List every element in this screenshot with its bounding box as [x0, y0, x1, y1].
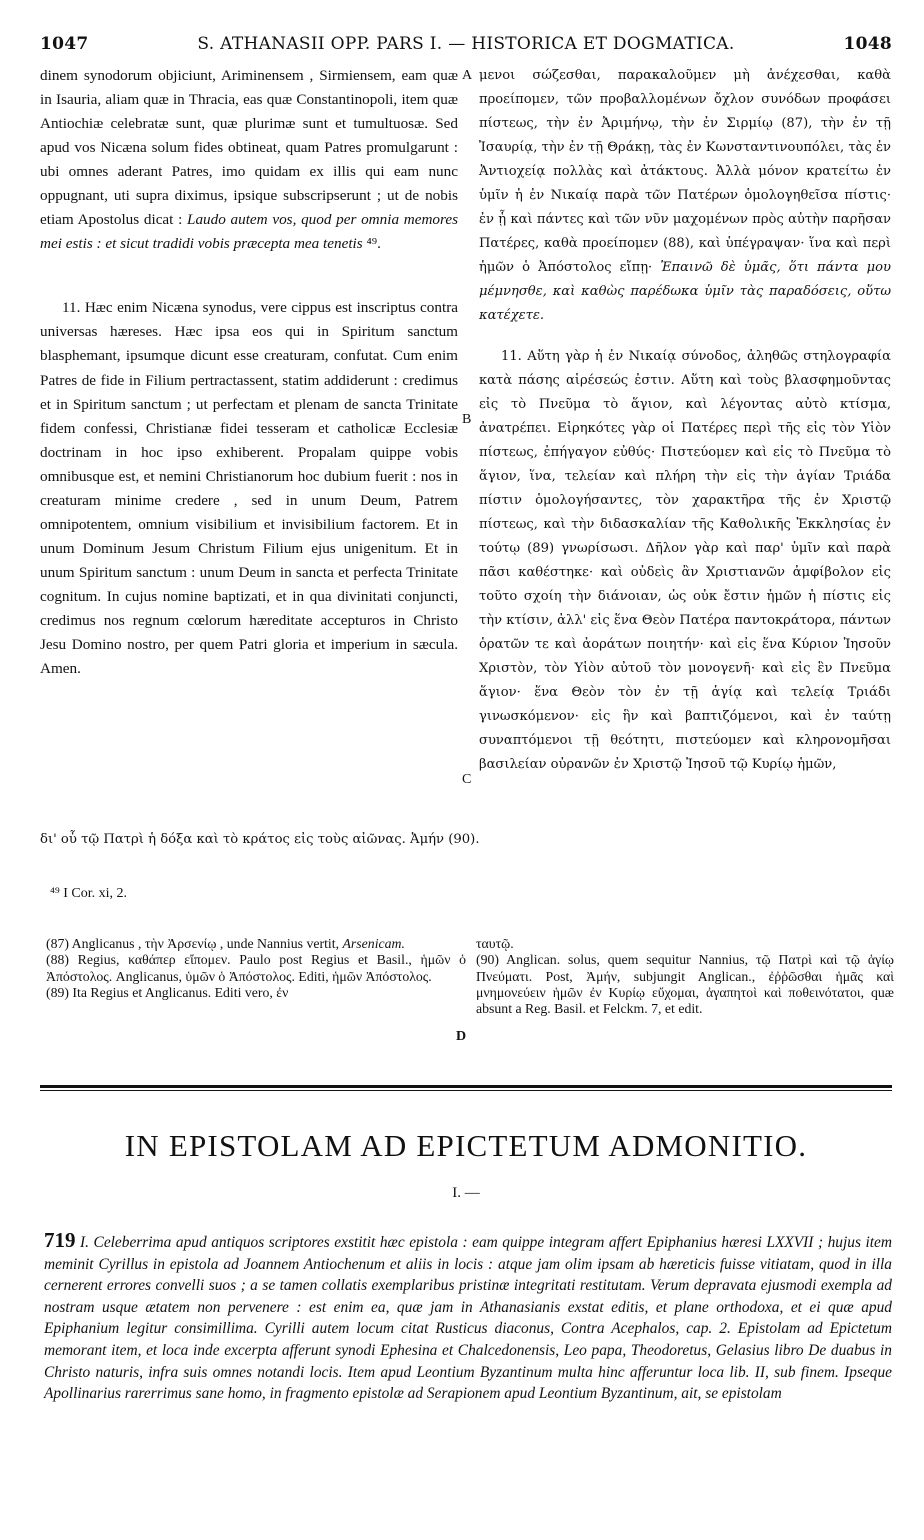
note-89-cont: ταυτῷ.	[476, 936, 514, 951]
latin-column	[40, 64, 458, 681]
greek-paragraph-2: 11. Αὕτη γὰρ ἡ ἐν Νικαίᾳ σύνοδος, ἀληθῶς στηλογραφία κατὰ πάσης αἱρέσεώς ἐστιν. Αὕτη καὶ τοὺς βλασφημοῦντας εἰς τὸ Πνεῦμα τὸ ἅγιον, καὶ λέγοντας αὐτὸ κτίσμα, ἀνατρέπει. Εἰρηκότες γὰρ οἱ Πατέρες περὶ τῆς εἰς τὸν Υἱὸν πίστεως, ἐπήγαγον εὐθύς· Πιστεύομεν καὶ εἰς τὸ Πνεῦμα τὸ ἅγιον, ἵνα, τελείαν καὶ πλήρη τὴν εἰς τὴν ἁγίαν Τριάδα πίστιν ὁμολογήσαντες, τὸν χαρακτῆρα τῆς ἐν Χριστῷ πίστεως, καὶ τὴν διδασκαλίαν τῆς Καθολικῆς Ἐκκλησίας ἐν τούτῳ (89) γνωρίσωσι. Δῆλον γὰρ καὶ παρ' ὑμῖν καὶ παρὰ πᾶσι καθέστηκε· καὶ οὐδεὶς ἂν Χριστιανῶν ἀμφίβολον εἰς τοῦτο σχοίη τὴν διάνοιαν, ὡς οὐκ ἔστιν ἡμῶν ἡ πίστις εἰς τὴν κτίσιν, ἀλλ' εἰς ἕνα Θεὸν Πατέρα παντοκράτορα, πάντων ὁρατῶν τε καὶ ἀοράτων ποιητήν· καὶ εἰς ἕνα Κύριον Ἰησοῦν Χριστὸν, τὸν Υἱὸν αὐτοῦ τὸν μονογενῆ· καὶ εἰς ἓν Πνεῦμα ἅγιον· ἕνα Θεὸν τὸν ἐν τῇ ἁγίᾳ καὶ τελείᾳ Τριάδι γινωσκόμενον· εἰς ἣν καὶ βαπτιζόμενοι, καὶ ἐν ταύτῃ συναπτόμενοι τῇ θεότητι, πιστεύομεν καὶ κληρονομῆσαι βασιλείαν οὐρανῶν ἐν Χριστῷ Ἰησοῦ τῷ Κυρίῳ ἡμῶν,	[479, 348, 891, 773]
page-marker: 719	[44, 1228, 76, 1252]
margin-letter-a: A	[462, 68, 473, 83]
greek-p1-quote: Ἐπαινῶ δὲ ὑμᾶς, ὅτι πάντα μου μέμνησθε, καὶ καθὼς παρέδωκα ὑμῖν τὰς παραδόσεις, οὕτω κατέχετε.	[479, 260, 891, 324]
section-title: IN EPISTOLAM AD EPICTETUM ADMONITIO.	[124, 1128, 808, 1163]
note-90: (90) Anglican. solus, quem sequitur Nannius, τῷ Πατρὶ καὶ τῷ ἁγίῳ Πνεύματι. Post, Ἀμήν, subjungit Anglican., ἐῤῥῶσθαι ἡμᾶς καὶ μνημονεύειν ἡμῶν ἐν Κυρίῳ εὔχομαι, ἀγαπητοὶ καὶ ποθεινότατοι, quæ absunt a Reg. Basil. et Felckm. 7, et edit.	[476, 952, 894, 1017]
admonitio-text	[44, 1230, 892, 1405]
margin-letter-d: D	[456, 1029, 467, 1044]
critical-notes-left	[46, 936, 466, 1001]
footnote-49: ⁴⁹ I Cor. xi, 2.	[50, 886, 128, 901]
section-rule	[40, 1085, 892, 1088]
margin-letter-b: B	[462, 412, 472, 427]
running-header	[40, 34, 892, 60]
greek-column	[479, 64, 891, 777]
critical-notes-right	[476, 936, 894, 1017]
greek-p1-text: μενοι σώζεσθαι, παρακαλοῦμεν μὴ ἀνέχεσθαι, καθὰ προείπομεν, τῶν προβαλλομένων ὄχλον συνόδων προφάσει πίστεως, τὴν ἐν Ἀριμήνῳ, τὴν ἐν Σιρμίῳ (87), τὴν ἐν τῇ Ἰσαυρίᾳ, τὴν ἐν τῇ Θράκῃ, τὰς ἐν Κωνσταντινουπόλει, τὰς ἐν Ἀντιοχείᾳ πολλὰς καὶ ἀτάκτους. Ἀλλὰ μόνον κρατείτω ἐν ὑμῖν ἡ ἐν Νικαίᾳ παρὰ τῶν Πατέρων ὁμολογηθεῖσα πίστις· ἐν ᾗ καὶ πάντες καὶ τῶν νῦν μαχομένων πρὸς αὐτὴν παρῆσαν Πατέρες, καθὰ προείπομεν (88), καὶ ὑπέγραψαν· ἵνα καὶ περὶ ἡμῶν ὁ Ἀπόστολος εἴπῃ·	[479, 68, 891, 276]
doxology-line: δι' οὗ τῷ Πατρὶ ἡ δόξα καὶ τὸ κράτος εἰς τοὺς αἰῶνας. Ἀμήν (90).	[40, 832, 480, 847]
section-number: I. —	[452, 1185, 480, 1201]
admonitio-body: I. Celeberrima apud antiquos scriptores exstitit hæc epistola : eam quippe integram affert Epiphanius hæresi LXXVII ; hujus item meminit Cyrillus in epistola ad Joannem Antiochenum et aliis in locis : atque jam olim ipsam ab hæreticis fuisse vitiatam, quod in illa cernerent errores convelli suos ; a se tamen collatis exemplaribus pristinæ integritati restitutam. Verum depravata ejusmodi exempla ad nostram usque ætatem non pervenere : est enim ea, quæ jam in Athanasianis exstat editis, et plane orthodoxa, et ei quæ apud Epiphanium legitur consimillima. Cyrilli autem locum citat Rusticus diaconus, Contra Acephalos, cap. 2. Epistolam ad Epictetum memorant item, et loca inde excerpta afferunt synodi Ephesina et Chalcedonensis, Leo papa, Theodoretus, Gelasius libro De duabus in Christo naturis, infra suis omnes notandi locis. Item apud Leontium Byzantinum multa hinc afferuntur loca lib. II, sub finem. Ipseque Apollinarius rarerrimus sane homo, in fragmento epistolæ ad Serapionem apud Leontium Byzantinum, ait, se epistolam	[44, 1234, 892, 1403]
margin-letter-c: C	[462, 772, 472, 787]
section-rule-thin	[40, 1090, 892, 1091]
latin-p1-note: ⁴⁹.	[362, 235, 381, 253]
greek-paragraph-1	[479, 64, 891, 329]
page-number-right: 1048	[843, 34, 892, 54]
latin-paragraph-1	[40, 64, 458, 256]
note-88: (88) Regius, καθάπερ εἴπομεν. Paulo post Regius et Basil., ἡμῶν ὁ Ἀπόστολος. Anglicanus, ὑμῶν ὁ Ἀπόστολος. Editi, ἡμῶν Ἀπόστολος.	[46, 952, 466, 984]
note-89: (89) Ita Regius et Anglicanus. Editi vero, ἐν	[46, 984, 289, 1000]
latin-p1-quote: Laudo autem vos, quod per omnia memores mei estis : et sicut tradidi vobis præcepta mea tenetis	[40, 211, 459, 253]
note-87: (87) Anglicanus , τὴν Ἀρσενίῳ , unde Nannius vertit, Arsenicam.	[46, 936, 405, 951]
latin-p1-text: dinem synodorum objiciunt, Ariminensem , Sirmiensem, eam quæ in Isauria, aliam quæ in Thracia, eas quæ Constantinopoli, item quæ Antiochiæ celebratæ sunt, quæ plurimæ sunt et tumultuosæ. Sed apud vos Nicæna solum fides obtineat, quam Patres promulgarunt : ubi omnes aderant Patres, imo quidam ex illis qui eam nunc oppugnant, uti supra diximus, ipsique subscripserunt ; ut de nobis etiam Apostolus dicat :	[40, 67, 458, 229]
latin-paragraph-2: 11. Hæc enim Nicæna synodus, vere cippus est inscriptus contra universas hæreses. Hæc ipsa eos qui in Spiritum sanctum blasphemant, ipsumque dicunt esse creaturam, confutat. Cum enim Patres de fide in Filium pertractassent, statim addiderunt : credimus et in Spiritum sanctum ; ut perfectam et plenam de sancta Trinitate fidem confessi, Christianæ fidei tesseram et catholicæ Ecclesiæ doctrinam in hoc ipso exhiberent. Propalam quippe vobis omnibusque est, et nemini Christianorum hoc dubium fuerit : nos in creaturam minime credere , sed in unum Deum, Patrem omnipotentem, omnium visibilium et invisibilium factorem. Et in unum Dominum Jesum Christum Filium ejus unigenitum. Et in unum Spiritum sanctum : unum Deum in sancta et perfecta Trinitate cognitum. In cujus nomine baptizati, et in qua divinitati conjuncti, credimus nos regnum cœlorum hæreditate accepturos in Christo Jesu Domino nostro, per quem Patri gloria et imperium in sæcula. Amen.	[40, 299, 458, 678]
page-number-left: 1047	[40, 34, 89, 54]
running-title: S. ATHANASII OPP. PARS I. — HISTORICA ET DOGMATICA.	[197, 34, 735, 54]
